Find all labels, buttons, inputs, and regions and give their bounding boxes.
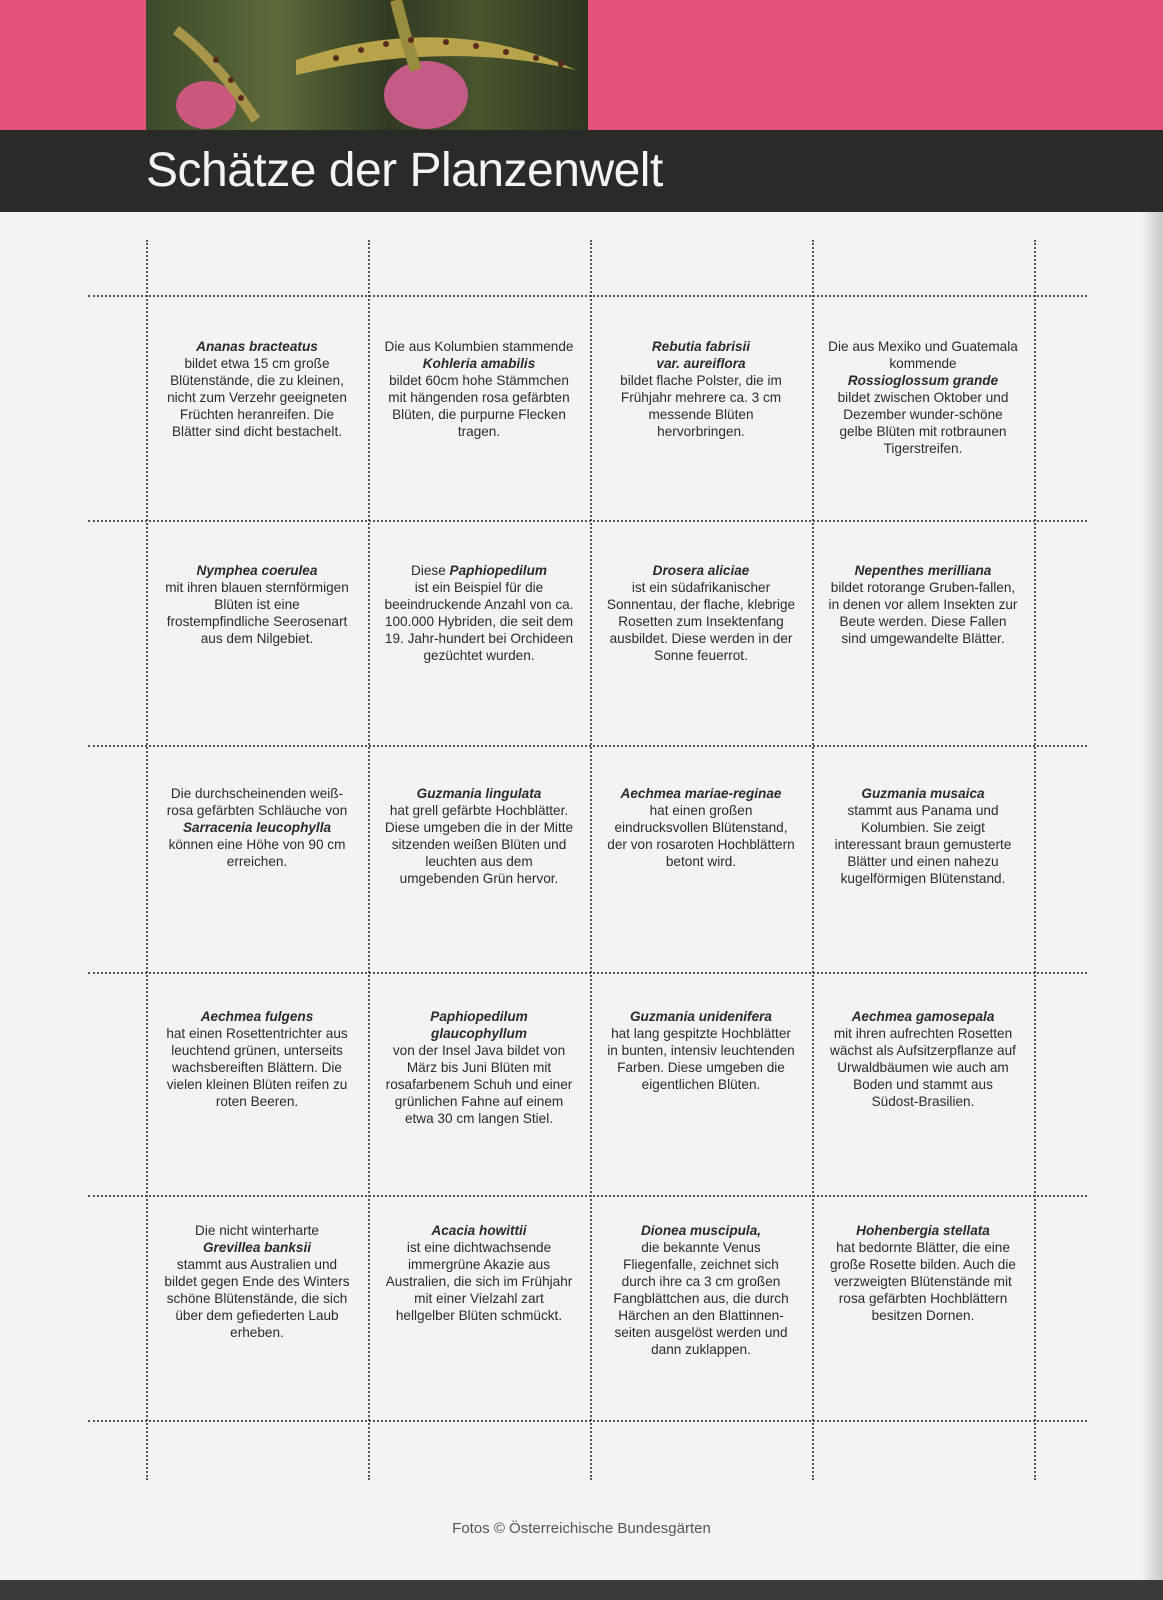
description-text: stammt aus Panama und Kolumbien. Sie zeigt interessant braun gemusterte Blätter und einen nahezu kugelförmigen Blütenstand.	[834, 803, 1012, 886]
species-name: Nepenthes merilliana	[854, 563, 992, 578]
perforation-vertical-0	[146, 240, 148, 1480]
description-text: Die durchscheinenden weiß-rosa gefärbten Schläuche von	[166, 786, 348, 818]
stamp-text-9	[162, 785, 352, 870]
description-text: hat lang gespitzte Hochblätter in bunten, intensiv leuchtenden Farben. Diese umgeben die eigentlichen Blüten.	[607, 1026, 795, 1092]
stamp-text-2	[384, 338, 574, 440]
description-text: Die nicht winterharte	[195, 1223, 319, 1238]
orchid-photo	[146, 0, 588, 130]
description-text: stammt aus Australien und bildet gegen Ende des Winters schöne Blütenstände, die sich über dem gefiederten Laub erheben.	[164, 1257, 350, 1340]
description-text: bildet rotorange Gruben-fallen, in denen vor allem Insekten zur Beute werden. Diese Fallen sind umgewandelte Blätter.	[828, 580, 1018, 646]
description-text: die bekannte Venus Fliegenfalle, zeichnet sich durch ihre ca 3 cm großen Fangblättchen aus, die durch Härchen an den Blattinnen-seiten ausgelöst werden und dann zuklappen.	[613, 1240, 789, 1357]
description-text: bildet 60cm hohe Stämmchen mit hängenden rosa gefärbten Blüten, die purpurne Flecken tragen.	[388, 373, 570, 439]
description-text: ist ein Beispiel für die beeindruckende Anzahl von ca. 100.000 Hybriden, die seit dem 19. Jahr-hundert bei Orchideen gezüchtet wurden.	[384, 580, 574, 663]
perforation-vertical-4	[1034, 240, 1036, 1480]
species-name: Aechmea fulgens	[200, 1009, 314, 1024]
stamp-text-12	[828, 785, 1018, 887]
stamp-text-19	[606, 1222, 796, 1358]
stamp-text-1	[162, 338, 352, 440]
stamp-text-10	[384, 785, 574, 887]
page-title: Schätze der Planzenwelt	[146, 144, 663, 197]
description-text: hat bedornte Blätter, die eine große Rosette bilden. Auch die verzweigten Blütenstände mit rosa gefärbten Hochblättern besitzen Dornen.	[830, 1240, 1016, 1323]
stamp-text-7	[606, 562, 796, 664]
stamp-text-13	[162, 1008, 352, 1110]
description-text: Die aus Mexiko und Guatemala kommende	[828, 339, 1018, 371]
stamp-text-5	[162, 562, 352, 647]
stamp-text-3	[606, 338, 796, 440]
stamp-text-6	[384, 562, 574, 664]
description-text: mit ihren aufrechten Rosetten wächst als Aufsitzerpflanze auf Urwaldbäumen wie auch am Boden und stammt aus Südost-Brasilien.	[830, 1026, 1016, 1109]
species-name: Guzmania unidenifera	[629, 1009, 772, 1024]
species-name: Rebutia fabrisii	[651, 339, 751, 354]
species-name: Drosera aliciae	[652, 563, 750, 578]
species-name: Guzmania musaica	[861, 786, 985, 801]
species-name: var. aureiflora	[656, 356, 746, 371]
species-name: Guzmania lingulata	[416, 786, 542, 801]
bottom-bar	[0, 1580, 1163, 1600]
species-name: Paphiopedilum	[449, 563, 547, 578]
species-name: Dionea muscipula,	[640, 1223, 762, 1238]
perforation-vertical-2	[590, 240, 592, 1480]
species-name: Sarracenia leucophylla	[182, 820, 332, 835]
stamp-text-20	[828, 1222, 1018, 1324]
stamp-text-15	[606, 1008, 796, 1093]
description-text: von der Insel Java bildet von März bis Juni Blüten mit rosafarbenem Schuh und einer grünlichen Fahne auf einem etwa 30 cm langen Stiel.	[385, 1043, 573, 1126]
description-text: Diese	[411, 563, 450, 578]
perforation-vertical-3	[812, 240, 814, 1480]
stamp-text-16	[828, 1008, 1018, 1110]
species-name: Paphiopedilum glaucophyllum	[430, 1009, 528, 1041]
perforation-horizontal-4	[88, 1195, 1087, 1197]
stamp-text-18	[384, 1222, 574, 1324]
species-name: Acacia howittii	[431, 1223, 527, 1238]
description-text: hat einen Rosettentrichter aus leuchtend grünen, unterseits wachsbereiften Blättern. Die vielen kleinen Blüten reifen zu roten Beeren.	[166, 1026, 348, 1109]
species-name: Nymphea coerulea	[196, 563, 318, 578]
description-text: Die aus Kolumbien stammende	[384, 339, 574, 354]
description-text: mit ihren blauen sternförmigen Blüten ist eine frostempfindliche Seerosenart aus dem Nilgebiet.	[165, 580, 349, 646]
stamp-text-11	[606, 785, 796, 870]
perforation-horizontal-0	[88, 295, 1087, 297]
description-text: können eine Höhe von 90 cm erreichen.	[168, 837, 346, 869]
stamp-text-8	[828, 562, 1018, 647]
perforation-horizontal-2	[88, 745, 1087, 747]
description-text: hat grell gefärbte Hochblätter. Diese umgeben die in der Mitte sitzenden weißen Blüten und leuchten aus dem umgebenden Grün hervor.	[384, 803, 574, 886]
description-text: ist ein südafrikanischer Sonnentau, der flache, klebrige Rosetten zum Insektenfang ausbildet. Diese werden in der Sonne feuerrot.	[606, 580, 796, 663]
page-edge-shadow	[1141, 212, 1163, 1592]
photo-credit: Fotos © Österreichische Bundesgärten	[452, 1520, 711, 1537]
description-text: hat einen großen eindrucksvollen Blütenstand, der von rosaroten Hochblättern betont wird.	[607, 803, 795, 869]
perforation-horizontal-3	[88, 972, 1087, 974]
description-text: bildet etwa 15 cm große Blütenstände, die zu kleinen, nicht zum Verzehr geeigneten Früchten heranreifen. Die Blätter sind dicht bestachelt.	[167, 356, 347, 439]
species-name: Aechmea mariae-reginae	[620, 786, 782, 801]
stamp-text-14	[384, 1008, 574, 1127]
species-name: Rossioglossum grande	[847, 373, 999, 388]
stamp-text-17	[162, 1222, 352, 1341]
species-name: Ananas bracteatus	[196, 339, 318, 354]
species-name: Hohenbergia stellata	[856, 1223, 990, 1238]
stamp-text-4	[828, 338, 1018, 457]
perforation-horizontal-1	[88, 520, 1087, 522]
description-text: bildet zwischen Oktober und Dezember wunder-schöne gelbe Blüten mit rotbraunen Tigerstreifen.	[837, 390, 1009, 456]
perforation-vertical-1	[368, 240, 370, 1480]
species-name: Aechmea gamosepala	[851, 1009, 995, 1024]
perforation-horizontal-5	[88, 1420, 1087, 1422]
species-name: Kohleria amabilis	[422, 356, 536, 371]
description-text: ist eine dichtwachsende immergrüne Akazie aus Australien, die sich im Frühjahr mit einer Vielzahl zart hellgelber Blüten schmückt.	[385, 1240, 573, 1323]
description-text: bildet flache Polster, die im Frühjahr mehrere ca. 3 cm messende Blüten hervorbringen.	[620, 373, 782, 439]
species-name: Grevillea banksii	[202, 1240, 312, 1255]
